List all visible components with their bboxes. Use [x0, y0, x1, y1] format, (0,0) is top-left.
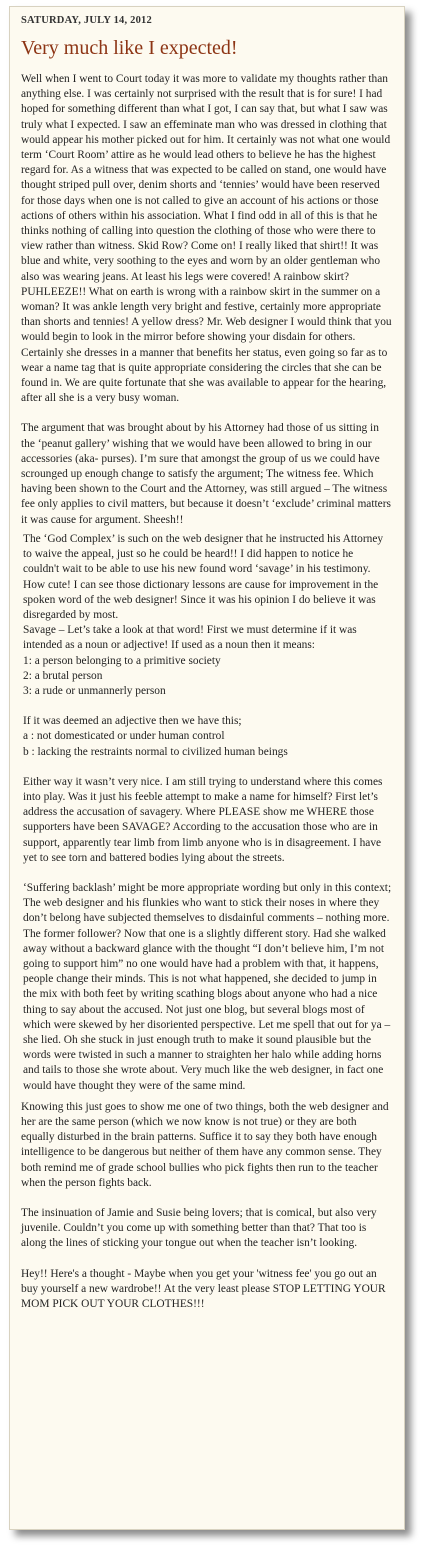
adjective-definition: a : not domesticated or under human control — [23, 730, 225, 743]
post-content — [10, 7, 404, 1312]
noun-definition: 2: a brutal person — [23, 669, 103, 682]
blog-post-page — [9, 6, 405, 1530]
paragraph-argument: The argument that was brought about by his Attorney had those of us sitting in the ‘peanut gallery’ wishing that we would have been allowed to bring in our accessories (aka- purses). I’m sure that amongst the group of us we could have scrounged up enough change to satisfy the argument; The witness fee. Which having been shown to the Court and the Attorney, was still argued – The witness fee only applies to civil matters, but because it doesn’t ‘exclude’ criminal matters it was cause for argument. Sheesh!! — [21, 422, 391, 526]
noun-definition: 3: a rude or unmannerly person — [23, 684, 166, 697]
paragraph-court-visit: Well when I went to Court today it was more to validate my thoughts rather than anything else. I was certainly not surprised with the result that is for sure! I had hoped for something different than what I got, I can say that, but what I saw was truly what I expected. I saw an effeminate man who was dressed in clothing that would appear his mother picked out for him. It certainly was not what one would term ‘Court Room’ attire as he would lead others to believe he has the highest regard for. As a witness that was expected to be called on stand, one would have thought striped pull over, denim shorts and ‘tennies’ would have been reserved for those days when one is not called to give an account of his actions or those actions of others within his association. What I find odd in all of this is that he thinks nothing of calling into question the clothing of those who were there to view rather than witness. Skid Row? Come on! I really liked that shirt!! It was blue and white, very soothing to the eyes and worn by an older gentleman who also was wearing jeans. At least his legs were covered! A rainbow skirt? PUHLEEZE!! What on earth is wrong with a rainbow skirt in the summer on a woman? It was ankle length very bright and festive, certainly more appropriate than shorts and tennies! A yellow dress? Mr. Web designer I would think that you would begin to look in the mirror before showing your disdain for others. Certainly she dresses in a manner that benefits her status, even going so far as to wear a name tag that is quite appropriate considering the circles that she can be found in. We are quite fortunate that she was available to appear for the hearing, after all she is a very busy woman. — [21, 73, 392, 405]
paragraph-insinuation: The insinuation of Jamie and Susie being lovers; that is comical, but also very juvenile. Couldn’t you come up with something better than that? That too is along the lines of sticking your tongue out when the teacher isn’t looking. — [21, 1207, 377, 1250]
noun-definition: 1: a person belonging to a primitive society — [23, 654, 221, 667]
post-title[interactable]: Very much like I expected! — [21, 37, 238, 59]
adjective-intro: If it was deemed an adjective then we have this; — [23, 715, 242, 728]
post-body — [21, 72, 392, 1312]
paragraph-suffering-backlash: ‘Suffering backlash’ might be more appropriate wording but only in this context; The web designer and his flunkies who want to stick their noses in where they don’t belong have subjected themselves to disdainful comments – nothing more. The former follower? Now that one is a slightly different story. Had she walked away without a backward glance with the thought “I don’t believe him, I’m not going to support him” no one would have had a problem with that, it happens, people change their minds. This is not what happened, she decided to jump in the mix with both feet by writing scathing blogs about anyone who had a nice thing to say about the accused. Not just one blog, but several blogs most of which were skewed by her disoriented perspective. Let me spell that out for ya – she lied. Oh she stuck in just enough truth to make it sound plausible but the words were twisted in such a manner to straighten her halo while adding horns and tails to those she wrote about. Very much like the web designer, in fact one would have thought they were of the same mind. — [23, 881, 392, 1092]
paragraph-closing: Hey!! Here's a thought - Maybe when you get your 'witness fee' you go out an buy yourself a new wardrobe!! At the very least please STOP LETTING YOUR MOM PICK OUT YOUR CLOTHES!!! — [21, 1267, 386, 1311]
paragraph-god-complex: The ‘God Complex’ is such on the web designer that he instructed his Attorney to waive the appeal, just so he could be heard!! I did happen to notice he couldn't wait to be able to use his new found word ‘savage’ in his testimony. How cute! I can see those dictionary lessons are cause for improvement in the spoken word of the web designer! Since it was his opinion I do believe it was disregarded by most. — [23, 532, 384, 621]
adjective-definition: b : lacking the restraints normal to civilized human beings — [23, 745, 288, 758]
paragraph-either-way: Either way it wasn’t very nice. I am still trying to understand where this comes into play. Was it just his feeble attempt to make a name for himself? First let’s address the accusation of savagery. Where PLEASE show me WHERE those supporters have been SAVAGE? According to the accusation those who are in support, apparently tear limb from limb anyone who is in disagreement. I have yet to see torn and battered bodies lying about the streets. — [23, 775, 383, 864]
paragraph-knowing-this: Knowing this just goes to show me one of two things, both the web designer and her are the same person (which we now know is not true) or they are both equally disturbed in the brain patterns. Suffice it to say they both have enough intelligence to be dangerous but neither of them have any common sense. They both remind me of grade school bullies who pick fights then run to the teacher when the person fights back. — [21, 1100, 389, 1189]
post-date: SATURDAY, JULY 14, 2012 — [21, 15, 152, 26]
savage-section — [21, 532, 392, 1094]
paragraph-savage-intro: Savage – Let’s take a look at that word! First we must determine if it was intended as a noun or adjective! If used as a noun then it means: — [23, 624, 357, 652]
